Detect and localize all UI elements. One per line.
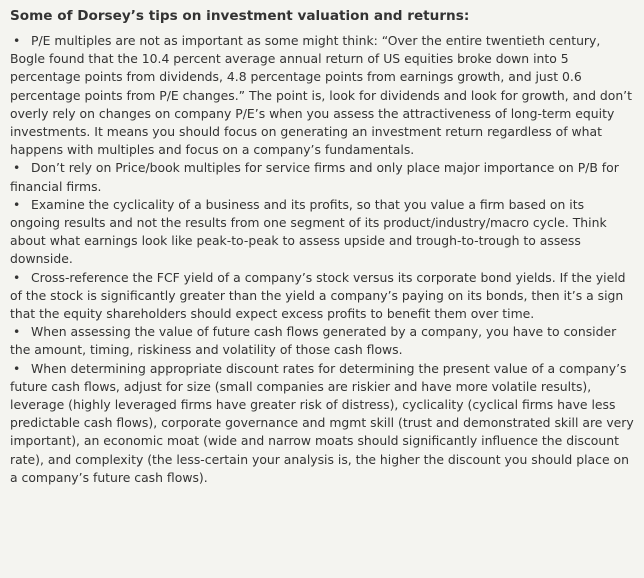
bullet-icon: • <box>13 33 21 48</box>
list-item <box>10 323 634 359</box>
section-heading: Some of Dorsey’s tips on investment valuation and returns: <box>10 8 470 24</box>
list-item <box>10 32 634 159</box>
list-item <box>10 159 634 195</box>
article-section <box>10 7 634 487</box>
tip-text: P/E multiples are not as important as some might think: “Over the entire twentieth century, Bogle found that the 10.4 percent average annual return of US equities broke down into 5 percentage points from dividends, 4.8 percentage points from earnings growth, and just 0.6 percentage points from P/E changes.” The point is, look for dividends and look for growth, and don’t overly rely on changes on company P/E’s when you assess the attractiveness of long-term equity investments. It means you should focus on generating an investment return regardless of what happens with multiples and focus on a company’s fundamentals. <box>10 33 632 158</box>
bullet-icon: • <box>13 196 21 212</box>
bullet-icon: • <box>13 360 21 376</box>
list-item <box>10 269 634 324</box>
tip-text: Don’t rely on Price/book multiples for service firms and only place major importance on P/B for financial firms. <box>10 160 619 194</box>
bullet-icon: • <box>13 160 21 176</box>
list-item <box>10 196 634 269</box>
tips-list <box>10 32 634 487</box>
tip-text: When determining appropriate discount rates for determining the present value of a company’s future cash flows, adjust for size (small companies are riskier and have more volatile results), leverage (highly leveraged firms have greater risk of distress), cyclicality (cyclical firms have less predictable cash flows), corporate governance and mgmt skill (trust and demonstrated skill are very important), an economic moat (wide and narrow moats should significantly influence the discount rate), and complexity (the less-certain your analysis is, the higher the discount you should place on a company’s future cash flows). <box>10 360 634 485</box>
bullet-icon: • <box>13 269 21 285</box>
tip-text: When assessing the value of future cash flows generated by a company, you have to consider the amount, timing, riskiness and volatility of those cash flows. <box>10 324 617 358</box>
list-item <box>10 360 634 487</box>
tip-text: Examine the cyclicality of a business and its profits, so that you value a firm based on its ongoing results and not the results from one segment of its product/industry/macro cycle. Think about what earnings look like peak-to-peak to assess upside and trough-to-trough to assess downside. <box>10 196 607 267</box>
bullet-icon: • <box>13 324 21 340</box>
tip-text: Cross-reference the FCF yield of a company’s stock versus its corporate bond yields. If the yield of the stock is significantly greater than the yield a company’s paying on its bonds, then it’s a sign that the equity shareholders should expect excess profits to benefit them over time. <box>10 269 626 322</box>
